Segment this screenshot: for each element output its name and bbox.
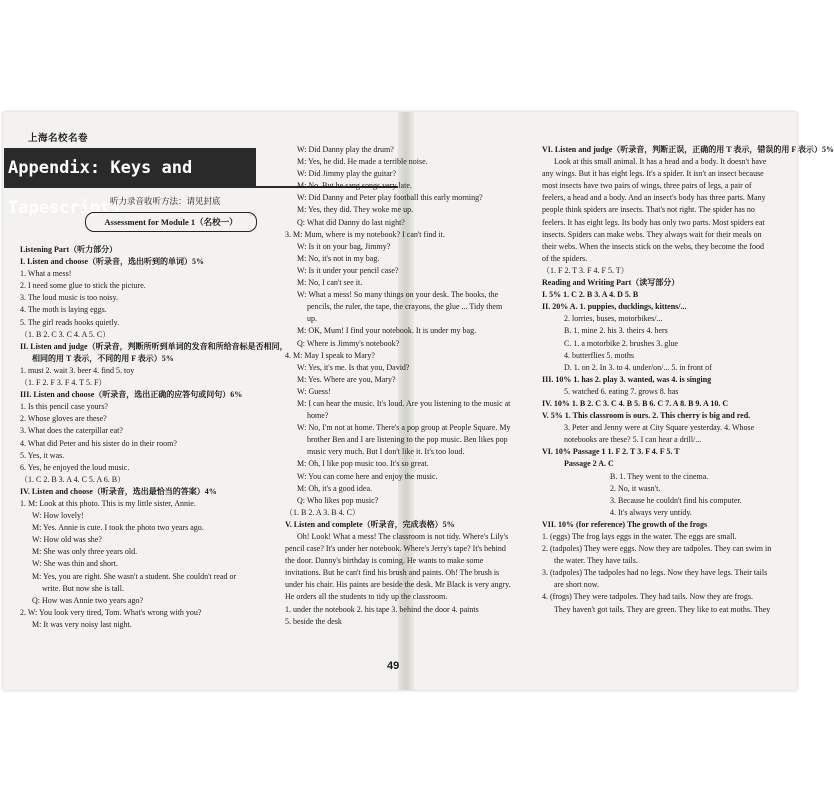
text-line: Look at this small animal. It has a head and a body. It doesn't have xyxy=(554,157,767,167)
text-line: 1. What a mess! xyxy=(20,269,72,279)
text-line: M: It was very noisy last night. xyxy=(32,619,132,629)
text-line: W: You can come here and enjoy the music. xyxy=(297,471,438,481)
page-number: 49 xyxy=(387,660,400,672)
text-line: W: How old was she? xyxy=(32,535,102,545)
answer-line: Passage 2 A. C xyxy=(564,459,614,469)
text-line: invitations. But he can't find his brush and paints. Oh! The brush is xyxy=(285,568,500,578)
text-line: M: Yes, you are right. She wasn't a student. She couldn't read or xyxy=(32,571,237,581)
listening-note: 听力录音收听方法：请见封底 xyxy=(110,196,221,206)
text-line: 4. M: May I speak to Mary? xyxy=(285,350,375,360)
answer-line: 2. No, it wasn't. xyxy=(610,483,661,493)
text-line: most insects have two pairs of wings, three pairs of legs, a pair of xyxy=(542,181,752,191)
text-line: insects. Spiders can make webs. They always wait for their meals on xyxy=(542,229,762,239)
text-line: 4. What did Peter and his sister do in their room? xyxy=(20,438,177,448)
text-line: They haven't got tails. They are green. They like to eat moths. They xyxy=(554,604,771,614)
appendix-banner: Appendix: Keys and Tapescripts xyxy=(4,148,256,188)
answer-line: VI. 10% Passage 1 1. F 2. T 3. F 4. F 5. T xyxy=(542,447,680,457)
text-line: up. xyxy=(307,314,317,324)
text-line: 1. Is this pencil case yours? xyxy=(20,402,108,412)
text-line: 2. I need some glue to stick the picture. xyxy=(20,281,146,291)
answer-line: C. 1. a motorbike 2. brushes 3. glue xyxy=(564,338,678,348)
text-line: 3. The loud music is too noisy. xyxy=(20,293,118,303)
text-line: write. But now she is tall. xyxy=(42,583,124,593)
text-line: W: Yes, it's me. Is that you, David? xyxy=(297,362,410,372)
text-line: M: Yes, they did. They woke me up. xyxy=(297,205,414,215)
question-heading: 相同的用 T 表示，不同的用 F 表示）5% xyxy=(32,353,174,363)
text-line: Q: How was Annie two years ago? xyxy=(32,595,144,605)
text-line: Q: What did Danny do last night? xyxy=(297,217,405,227)
question-heading: IV. Listen and choose（听录音，选出最恰当的答案）4% xyxy=(20,486,217,496)
right-column xyxy=(542,144,834,616)
text-line: 2. Whose gloves are these? xyxy=(20,414,107,424)
text-line: 3. M: Mum, where is my notebook? I can't find it. xyxy=(285,229,445,239)
text-line: M: Oh, it's a good idea. xyxy=(297,483,372,493)
answer-line: 5. watched 6. eating 7. grows 8. has xyxy=(564,386,679,396)
text-line: Oh! Look! What a mess! The classroom is not tidy. Where's Lily's xyxy=(297,532,509,541)
middle-column xyxy=(285,144,520,628)
text-line: feelers, a head and a body. And an insect's body has three parts. Many xyxy=(542,193,766,203)
text-line: M: She was only three years old. xyxy=(32,547,138,557)
text-line: brother Ben and I are listening to the pop music. Ben likes pop xyxy=(307,435,508,445)
section-heading: Reading and Writing Part（读写部分） xyxy=(542,278,680,288)
answer-line: 3. Because he couldn't find his computer. xyxy=(610,495,742,505)
text-line: people think spiders are insects. That's not right. The spider has no xyxy=(542,205,755,215)
question-heading: II. Listen and judge（听录音，判断所听到单词的发音和所给音标是否相同， xyxy=(20,341,288,351)
text-line: Q: Where is Jimmy's notebook? xyxy=(297,338,400,348)
question-heading: III. Listen and choose（听录音，选出正确的应答句或问句）6% xyxy=(20,390,243,400)
answer-line: 2. lorries, buses, motorbikes/... xyxy=(564,314,663,324)
text-line: the water. They have tails. xyxy=(554,556,638,566)
text-line: 1. (eggs) The frog lays eggs in the water. The eggs are small. xyxy=(542,532,737,541)
question-heading: V. Listen and complete（听录音，完成表格）5% xyxy=(285,519,455,529)
school-label: 上海名校名卷 xyxy=(28,133,89,144)
text-line: W: Did Jimmy play the guitar? xyxy=(297,169,397,179)
answer-line: （1. F 2. F 3. F 4. T 5. F） xyxy=(20,378,107,388)
answer-line: III. 10% 1. has 2. play 3. wanted, was 4. is singing xyxy=(542,374,712,384)
assessment-title: Assessment for Module 1（名校一） xyxy=(85,212,257,232)
text-line: M: No, I can't see it. xyxy=(297,278,363,288)
text-line: W: Is it on your bag, Jimmy? xyxy=(297,241,391,251)
text-line: are short now. xyxy=(554,580,600,590)
text-line: W: Did Danny play the drum? xyxy=(297,145,394,154)
text-line: 3. What does the caterpillar eat? xyxy=(20,426,123,436)
text-line: 1. must 2. wait 3. beer 4. find 5. toy xyxy=(20,365,135,375)
text-line: He orders all the students to tidy up the classroom. xyxy=(285,592,448,602)
text-line: 4. The moth is laying eggs. xyxy=(20,305,107,315)
answer-line: 4. butterflies 5. moths xyxy=(564,350,634,360)
text-line: Q: Who likes pop music? xyxy=(297,495,379,505)
left-column xyxy=(20,244,288,631)
text-line: 5. Yes, it was. xyxy=(20,450,65,460)
answer-line: 4. It's always very untidy. xyxy=(610,507,692,517)
text-line: their webs. When the insects stick on the webs, they become the food xyxy=(542,241,765,251)
answer-line: 5. beside the desk xyxy=(285,616,342,626)
answer-line: （1. C 2. B 3. A 4. C 5. A 6. B） xyxy=(20,474,126,484)
text-line: W: What a mess! So many things on your desk. The books, the xyxy=(297,290,499,300)
answer-line: （1. B 2. A 3. B 4. C） xyxy=(285,507,360,517)
text-line: M: Yes, he did. He made a terrible noise. xyxy=(297,157,428,167)
text-line: 2. W: You look very tired, Tom. What's wrong with you? xyxy=(20,607,202,617)
text-line: W: Guess! xyxy=(297,386,331,396)
answer-line: （1. B 2. C 3. C 4. A 5. C） xyxy=(20,329,111,339)
text-line: M: No. But he sang songs very late. xyxy=(297,181,412,191)
answer-line: II. 20% A. 1. puppies, ducklings, kittens/... xyxy=(542,302,687,312)
section-heading: Listening Part（听力部分） xyxy=(20,245,118,254)
text-line: under his chair. His paints are beside the desk. Mr Black is very angry. xyxy=(285,580,511,590)
text-line: M: I can hear the music. It's loud. Are you listening to the music at xyxy=(297,398,511,408)
text-line: M: No, it's not in my bag. xyxy=(297,253,380,263)
text-line: pencil case? It's under her notebook. Where's Jerry's tape? It's behind xyxy=(285,544,506,554)
text-line: 5. The girl reads books quietly. xyxy=(20,317,120,327)
text-line: of the spiders. xyxy=(542,253,588,263)
answer-line: （1. F 2. T 3. F 4. F 5. T） xyxy=(542,265,629,275)
answer-line: V. 5% 1. This classroom is ours. 2. This cherry is big and red. xyxy=(542,411,751,421)
text-line: M: Yes. Annie is cute. I took the photo two years ago. xyxy=(32,523,204,533)
answer-line: 1. under the notebook 2. his tape 3. behind the door 4. paints xyxy=(285,604,479,614)
question-heading: VI. Listen and judge（听录音，判断正误，正确的用 T 表示，错误的用 F 表示）5% xyxy=(542,145,834,154)
text-line: W: No, I'm not at home. There's a pop group at People Square. My xyxy=(297,423,511,433)
text-line: any wings. But it has eight legs. It's a spider. It isn't an insect because xyxy=(542,169,764,179)
text-line: music very much. But I don't like it. It's too loud. xyxy=(307,447,465,457)
text-line: 3. (tadpoles) The tadpoles had no legs. Now they have legs. Their tails xyxy=(542,568,768,578)
text-line: W: Is it under your pencil case? xyxy=(297,265,399,275)
answer-line: B. 1. They went to the cinema. xyxy=(610,471,709,481)
text-line: W: How lovely! xyxy=(32,511,84,521)
answer-line: I. 5% 1. C 2. B 3. A 4. D 5. B xyxy=(542,290,639,300)
text-line: M: Oh, I like pop music too. It's so great. xyxy=(297,459,429,469)
answer-line: notebooks are these? 5. I can hear a drill/... xyxy=(564,435,702,445)
answer-line: 3. Peter and Jenny were at City Square yesterday. 4. Whose xyxy=(564,423,755,433)
text-line: W: She was thin and short. xyxy=(32,559,118,569)
text-line: 6. Yes, he enjoyed the loud music. xyxy=(20,462,130,472)
answer-line: B. 1. mine 2. his 3. theirs 4. hers xyxy=(564,326,668,336)
answer-line: IV. 10% 1. B 2. C 3. C 4. B 5. B 6. C 7. A 8. B 9. A 10. C xyxy=(542,398,729,408)
question-heading: VII. 10% (for reference) The growth of the frogs xyxy=(542,519,708,529)
text-line: feelers. It has eight legs. Its body has only two parts. Most spiders eat xyxy=(542,217,765,227)
text-line: 4. (frogs) They were tadpoles. They had tails. Now they are frogs. xyxy=(542,592,753,602)
text-line: M: Yes. Where are you, Mary? xyxy=(297,374,396,384)
answer-line: D. 1. on 2. In 3. to 4. under/on/... 5. in front of xyxy=(564,362,712,372)
text-line: pencils, the ruler, the tape, the crayons, the glue ... Tidy them xyxy=(307,302,503,312)
text-line: home? xyxy=(307,411,329,421)
text-line: the door. Danny's birthday is coming. He wants to make some xyxy=(285,556,484,566)
text-line: M: OK, Mum! I find your notebook. It is under my bag. xyxy=(297,326,477,336)
text-line: W: Did Danny and Peter play football this early morning? xyxy=(297,193,483,203)
text-line: 1. M: Look at this photo. This is my little sister, Annie. xyxy=(20,498,196,508)
question-heading: I. Listen and choose（听录音，选出听到的单词）5% xyxy=(20,257,205,267)
text-line: 2. (tadpoles) They were eggs. Now they are tadpoles. They can swim in xyxy=(542,544,772,554)
